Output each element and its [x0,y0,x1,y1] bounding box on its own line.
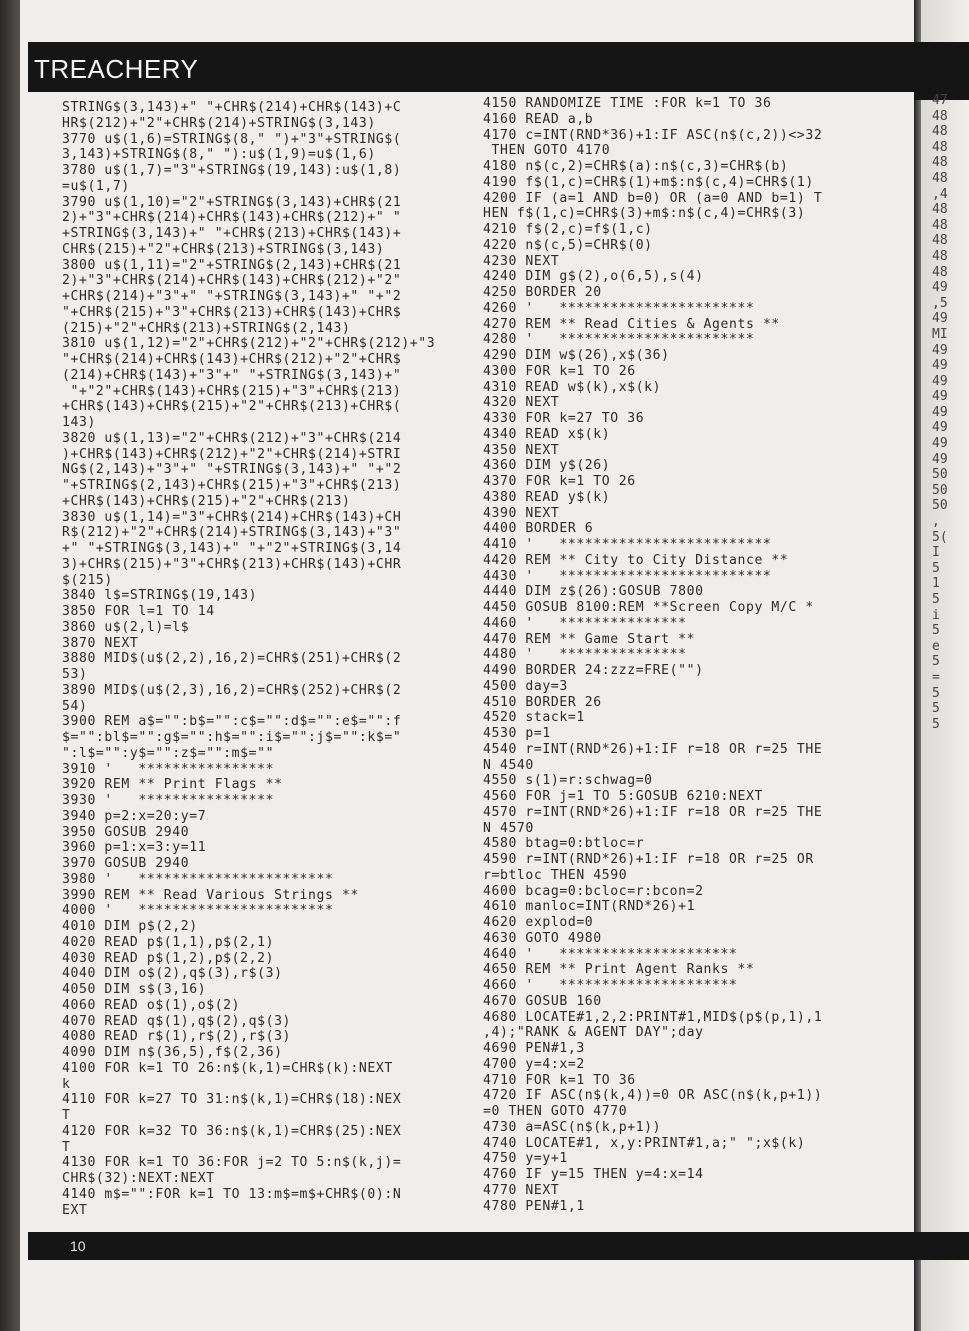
code-line: 4340 READ x$(k) [483,426,611,442]
code-line: +CHR$(143)+CHR$(215)+"2"+CHR$(213)+CHR$( [62,399,402,415]
code-line: ":l$="":y$="":z$="":m$="" [62,745,275,761]
code-line: 4640 ' ********************* [483,946,738,962]
code-line: 4710 FOR k=1 TO 36 [483,1072,636,1088]
code-line: 4750 y=y+1 [483,1151,568,1167]
code-line: 2)+"3"+CHR$(214)+CHR$(143)+CHR$(212)+"2" [62,273,402,289]
code-line: 4550 s(1)=r:schwag=0 [483,773,653,789]
binding-shadow [0,0,22,1331]
code-line: 3)+CHR$(215)+"3"+CHR$(213)+CHR$(143)+CHR [62,556,402,572]
code-line: 3850 FOR l=1 TO 14 [62,604,215,619]
code-line: 4130 FOR k=1 TO 36:FOR j=2 TO 5:n$(k,j)= [62,1155,402,1171]
code-line: 4350 NEXT [483,442,560,458]
code-line: HR$(212)+"2"+CHR$(214)+STRING$(3,143) [62,115,376,131]
code-line: 4780 PEN#1,1 [483,1198,585,1214]
code-line: 4290 DIM w$(26),x$(36) [483,348,670,363]
code-column-right [483,96,903,1214]
code-line: 4680 LOCATE#1,2,2:PRINT#1,MID$(p$(p,1),1 [483,1009,823,1025]
code-line: 4380 READ y$(k) [483,489,611,505]
code-line: 4770 NEXT [483,1182,560,1198]
code-line: 4000 ' *********************** [62,903,334,919]
code-line: 4060 READ o$(1),o$(2) [62,997,241,1013]
code-line: 4300 FOR k=1 TO 26 [483,363,636,379]
code-line: 4240 DIM g$(2),o(6,5),s(4) [483,269,704,285]
code-line: 4700 y=4:x=2 [483,1056,585,1072]
adjacent-footer-bar [914,1232,969,1260]
code-line: 4410 ' ************************* [483,537,772,552]
code-line: N 4570 [483,820,534,836]
code-line: 4250 BORDER 20 [483,285,602,300]
adjacent-page-text: 47 48 48 48 48 48 ,4 48 48 48 48 48 49 ,5 49 MI 49 49 49 49 49 49 49 49 50 50 50 , 5( I 5 1 5 i 5 e 5 = 5 5 5 [932,93,948,732]
code-line: $="":bl$="":g$="":h$="":i$="":j$="":k$=" [62,730,402,745]
code-line: 4050 DIM s$(3,16) [62,982,207,997]
code-line: 4110 FOR k=27 TO 31:n$(k,1)=CHR$(18):NEX [62,1092,402,1108]
code-line: 3790 u$(1,10)="2"+STRING$(3,143)+CHR$(21 [62,194,402,210]
code-line: 3870 NEXT [62,635,139,651]
code-line: "+"2"+CHR$(143)+CHR$(215)+"3"+CHR$(213) [62,383,402,399]
code-line: 4080 READ r$(1),r$(2),r$(3) [62,1029,292,1045]
page-fold [914,0,921,1331]
code-line: CHR$(215)+"2"+CHR$(213)+STRING$(3,143) [62,241,385,257]
code-line: 3950 GOSUB 2940 [62,824,190,840]
code-line: (214)+CHR$(143)+"3"+" "+STRING$(3,143)+" [62,367,402,383]
code-line: (215)+"2"+CHR$(213)+STRING$(2,143) [62,320,351,336]
code-line: 3,143)+STRING$(8," "):u$(1,9)=u$(1,6) [62,147,376,163]
code-line: 3920 REM ** Print Flags ** [62,777,283,793]
adjacent-header-bar [914,42,969,100]
code-line: 4720 IF ASC(n$(k,4))=0 OR ASC(n$(k,p+1)) [483,1088,823,1104]
code-line: NG$(2,143)+"3"+" "+STRING$(3,143)+" "+"2 [62,462,402,478]
code-line: "+CHR$(214)+CHR$(143)+CHR$(212)+"2"+CHR$ [62,352,402,367]
code-line: 4040 DIM o$(2),q$(3),r$(3) [62,966,283,982]
page-number: 10 [70,1238,86,1254]
code-line: 4620 explod=0 [483,915,594,930]
code-line: 3880 MID$(u$(2,2),16,2)=CHR$(251)+CHR$(2 [62,651,402,667]
code-line: ,4);"RANK & AGENT DAY";day [483,1025,704,1041]
code-column-left [62,100,462,1218]
code-line: 4650 REM ** Print Agent Ranks ** [483,962,755,978]
code-line: 4470 REM ** Game Start ** [483,631,696,647]
code-line: 3930 ' **************** [62,793,275,808]
code-line: "+CHR$(215)+"3"+CHR$(213)+CHR$(143)+CHR$ [62,304,402,320]
code-line: 4270 REM ** Read Cities & Agents ** [483,316,780,332]
code-line: +CHR$(143)+CHR$(215)+"2"+CHR$(213) [62,493,351,509]
code-line: 4330 FOR k=27 TO 36 [483,411,645,426]
code-line: 4170 c=INT(RND*36)+1:IF ASC(n$(c,2))<>32 [483,127,823,143]
code-line: 4480 ' *************** [483,647,687,663]
code-line: r=btloc THEN 4590 [483,867,628,883]
code-line: 4580 btag=0:btloc=r [483,836,645,852]
code-line: 4440 DIM z$(26):GOSUB 7800 [483,584,704,600]
code-line: 4560 FOR j=1 TO 5:GOSUB 6210:NEXT [483,789,763,804]
code-line: 4220 n$(c,5)=CHR$(0) [483,237,653,253]
code-line: 4360 DIM y$(26) [483,458,611,474]
code-line: 3780 u$(1,7)="3"+STRING$(19,143):u$(1,8) [62,163,402,178]
code-line: 3830 u$(1,14)="3"+CHR$(214)+CHR$(143)+CH [62,509,402,525]
code-line: R$(212)+"2"+CHR$(214)+STRING$(3,143)+"3" [62,525,402,541]
code-line: 3990 REM ** Read Various Strings ** [62,887,359,903]
code-line: 4150 RANDOMIZE TIME :FOR k=1 TO 36 [483,96,772,111]
code-line: 54) [62,698,88,714]
code-line: 4140 m$="":FOR k=1 TO 13:m$=m$+CHR$(0):N [62,1186,402,1202]
code-line: 4460 ' *************** [483,615,687,631]
code-line: 4630 GOTO 4980 [483,930,602,946]
code-line: THEN GOTO 4170 [483,143,611,159]
code-line: N 4540 [483,757,534,773]
code-line: 4030 READ p$(1,2),p$(2,2) [62,950,275,966]
code-line: 3960 p=1:x=3:y=11 [62,840,207,856]
code-line: +STRING$(3,143)+" "+CHR$(213)+CHR$(143)+ [62,226,402,241]
code-line: 3820 u$(1,13)="2"+CHR$(212)+"3"+CHR$(214 [62,430,402,446]
code-line: 3770 u$(1,6)=STRING$(8," ")+"3"+STRING$( [62,131,402,147]
code-line: 3890 MID$(u$(2,3),16,2)=CHR$(252)+CHR$(2 [62,682,402,698]
code-line: 4090 DIM n$(36,5),f$(2,36) [62,1045,283,1060]
code-line: 4400 BORDER 6 [483,521,594,537]
section-title: TREACHERY [34,54,199,84]
code-line: 4500 day=3 [483,678,568,694]
code-line: 3860 u$(2,l)=l$ [62,619,190,635]
code-line: k [62,1076,71,1092]
code-line: 4420 REM ** City to City Distance ** [483,552,789,568]
code-line: 4430 ' ************************* [483,568,772,584]
code-line: 4120 FOR k=32 TO 36:n$(k,1)=CHR$(25):NEX [62,1123,402,1139]
code-line: STRING$(3,143)+" "+CHR$(214)+CHR$(143)+C [62,100,402,115]
code-line: 4260 ' *********************** [483,300,755,316]
code-line: $(215) [62,572,113,588]
code-line: 4740 LOCATE#1, x,y:PRINT#1,a;" ";x$(k) [483,1135,806,1151]
code-line: +CHR$(214)+"3"+" "+STRING$(3,143)+" "+"2 [62,289,402,304]
footer-bar [28,1232,915,1260]
code-line: CHR$(32):NEXT:NEXT [62,1171,215,1186]
code-line: EXT [62,1202,88,1218]
code-line: )+CHR$(143)+CHR$(212)+"2"+CHR$(214)+STRI [62,446,402,462]
code-line: 3910 ' **************** [62,761,275,777]
code-line: 4370 FOR k=1 TO 26 [483,474,636,489]
code-line: "+STRING$(2,143)+CHR$(215)+"3"+CHR$(213) [62,478,402,493]
code-line: 4230 NEXT [483,253,560,269]
code-line: 4070 READ q$(1),q$(2),q$(3) [62,1013,292,1029]
code-line: 4190 f$(1,c)=CHR$(1)+m$:n$(c,4)=CHR$(1) [483,174,814,190]
code-line: 2)+"3"+CHR$(214)+CHR$(143)+CHR$(212)+" " [62,210,402,226]
code-line: 4010 DIM p$(2,2) [62,919,198,934]
code-line: 4160 READ a,b [483,111,594,127]
code-line: 4280 ' *********************** [483,332,755,348]
code-line: 4390 NEXT [483,505,560,521]
code-line: 4520 stack=1 [483,710,585,726]
code-line: 3800 u$(1,11)="2"+STRING$(2,143)+CHR$(21 [62,257,402,273]
code-line: 3810 u$(1,12)="2"+CHR$(212)+"2"+CHR$(212)+"3 [62,336,436,352]
code-line: 4320 NEXT [483,395,560,411]
code-line: T [62,1108,71,1123]
code-line: =u$(1,7) [62,178,130,194]
code-line: 3940 p=2:x=20:y=7 [62,808,207,824]
code-line: 4450 GOSUB 8100:REM **Screen Copy M/C * [483,600,814,615]
code-line: 4590 r=INT(RND*26)+1:IF r=18 OR r=25 OR [483,852,814,867]
code-line: 4670 GOSUB 160 [483,993,602,1009]
code-line: 3900 REM a$="":b$="":c$="":d$="":e$="":f [62,714,402,730]
code-line: 4730 a=ASC(n$(k,p+1)) [483,1119,662,1135]
code-line: HEN f$(1,c)=CHR$(3)+m$:n$(c,4)=CHR$(3) [483,206,806,222]
code-line: =0 THEN GOTO 4770 [483,1104,628,1119]
code-line: 4510 BORDER 26 [483,694,602,710]
code-line: 4600 bcag=0:bcloc=r:bcon=2 [483,883,704,899]
code-line: T [62,1139,71,1155]
code-line: 3840 l$=STRING$(19,143) [62,588,258,604]
code-line: 4530 p=1 [483,726,551,741]
code-line: 143) [62,415,96,430]
code-line: 3980 ' *********************** [62,871,334,887]
code-line: 4540 r=INT(RND*26)+1:IF r=18 OR r=25 THE [483,741,823,757]
code-line: 4020 READ p$(1,1),p$(2,1) [62,934,275,950]
code-line: 4210 f$(2,c)=f$(1,c) [483,222,653,237]
code-line: 4610 manloc=INT(RND*26)+1 [483,899,696,915]
code-line: +" "+STRING$(3,143)+" "+"2"+STRING$(3,14 [62,541,402,556]
code-line: 4100 FOR k=1 TO 26:n$(k,1)=CHR$(k):NEXT [62,1060,393,1076]
code-line: 4690 PEN#1,3 [483,1041,585,1056]
code-line: 4490 BORDER 24:zzz=FRE("") [483,663,704,678]
code-line: 53) [62,667,88,682]
code-line: 3970 GOSUB 2940 [62,856,190,871]
code-line: 4200 IF (a=1 AND b=0) OR (a=0 AND b=1) T [483,190,823,206]
code-line: 4310 READ w$(k),x$(k) [483,379,662,395]
code-line: 4660 ' ********************* [483,978,738,993]
code-line: 4180 n$(c,2)=CHR$(a):n$(c,3)=CHR$(b) [483,159,789,174]
code-line: 4760 IF y=15 THEN y=4:x=14 [483,1167,704,1182]
adjacent-page [914,0,969,1331]
code-line: 4570 r=INT(RND*26)+1:IF r=18 OR r=25 THE [483,804,823,820]
